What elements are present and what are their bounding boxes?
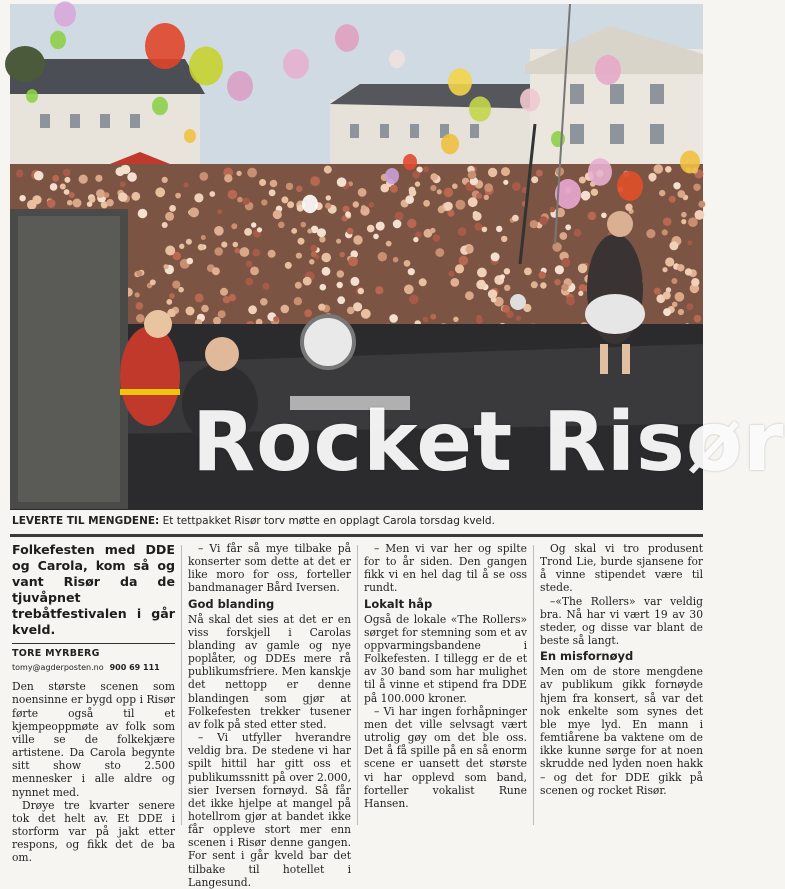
column-divider	[533, 545, 534, 825]
body-paragraph: Nå skal det sies at det er en viss forskjell i Carolas blanding av gamle og nye poplåter, og DDEs mere rå publikumsfriere. Men kanskje det nettopp er denne blandingen som gjør at Folkefesten trekker tusener av folk på sted etter sted.	[188, 612, 351, 731]
article-column-4	[540, 542, 703, 827]
headline: Rocket Risør	[192, 395, 785, 490]
body-paragraph: – Men vi var her og spilte for to år siden. Den gangen fikk vi en hel dag til å se oss rundt.	[364, 542, 527, 595]
body-paragraph: Den største scenen som noensinne er bygd opp i Risør førte også til et kjempeoppmøte av folk som ville se de folkekjære artistene. Da Carola begynte sitt show sto 2.500 mennesker i alle aldre og nynnet med.	[12, 680, 175, 799]
body-paragraph: Drøye tre kvarter senere tok det helt av. Et DDE i storform var på jakt etter respons, og fikk det de ba om.	[12, 798, 175, 865]
subheading: Lokalt håp	[364, 596, 433, 611]
ingress: Folkefesten med DDE og Carola, kom så og vant Risør da de tjuvåpnet trebåtfestivalen i går kveld.	[12, 542, 175, 637]
byline-contact	[12, 661, 175, 674]
byline-email: tomy@agderposten.no	[12, 663, 104, 673]
body-paragraph: – Vi får så mye tilbake på konserter som dette at det er like moro for oss, forteller bandmanager Bård Iversen.	[188, 542, 351, 595]
body-paragraph: – Vi har ingen forhåpninger men det ville selvsagt vært utrolig gøy om det ble oss. Det å få spille på en så enorm scene er uansett det største vi har opplevd som band, forteller vokalist Rune Hansen.	[364, 704, 527, 810]
subheading: God blanding	[188, 596, 275, 611]
body-paragraph: – Vi utfyller hverandre veldig bra. De stedene vi har spilt hittil har gitt oss et publikumssnitt på over 2.000, sier Iversen fornøyd. Så får det ikke hjelpe at mangel på hotellrom gjør at bandet ikke får oppleve stort mer enn scenen i Risør denne gangen. For sent i går kveld bar det tilbake til hotellet i Langesund.	[188, 731, 351, 889]
byline-name: TORE MYRBERG	[12, 643, 175, 660]
body-paragraph: Men om de store mengdene av publikum gikk fornøyde hjem fra konsert, så var det nok enkelte som synes det ble mye lyd. En mann i femtiårene ba vaktene om de ikke kunne sørge for at noen skrudde ned lyden noen hakk – og det for DDE gikk på scenen og rocket Risør.	[540, 665, 703, 797]
article-column-1	[12, 542, 175, 865]
photo-caption	[12, 514, 702, 528]
body-paragraph: Også de lokale «The Rollers» sørget for stemning som et av oppvarmingsbandene i Folkefesten. I tillegg er de et av 30 band som har mulighet til å vinne et stipend fra DDE på 100.000 kroner.	[364, 612, 527, 705]
caption-rule	[10, 534, 703, 537]
concert-photo	[10, 4, 785, 510]
article-column-3	[364, 542, 527, 827]
caption-text: Et tettpakket Risør torv møtte en opplagt Carola torsdag kveld.	[159, 515, 495, 527]
caption-lead: LEVERTE TIL MENGDENE:	[12, 515, 160, 527]
subheading: En misfornøyd	[540, 649, 634, 664]
byline-phone: 900 69 111	[109, 663, 160, 673]
column-divider	[181, 545, 182, 825]
article-column-2	[188, 542, 351, 889]
body-paragraph: Og skal vi tro produsent Trond Lie, burde sjansene for å vinne stipendet være til stede.	[540, 542, 703, 595]
body-paragraph: –«The Rollers» var veldig bra. Nå har vi vært 19 av 30 steder, og disse var blant de beste så langt.	[540, 594, 703, 648]
column-divider	[357, 545, 358, 825]
